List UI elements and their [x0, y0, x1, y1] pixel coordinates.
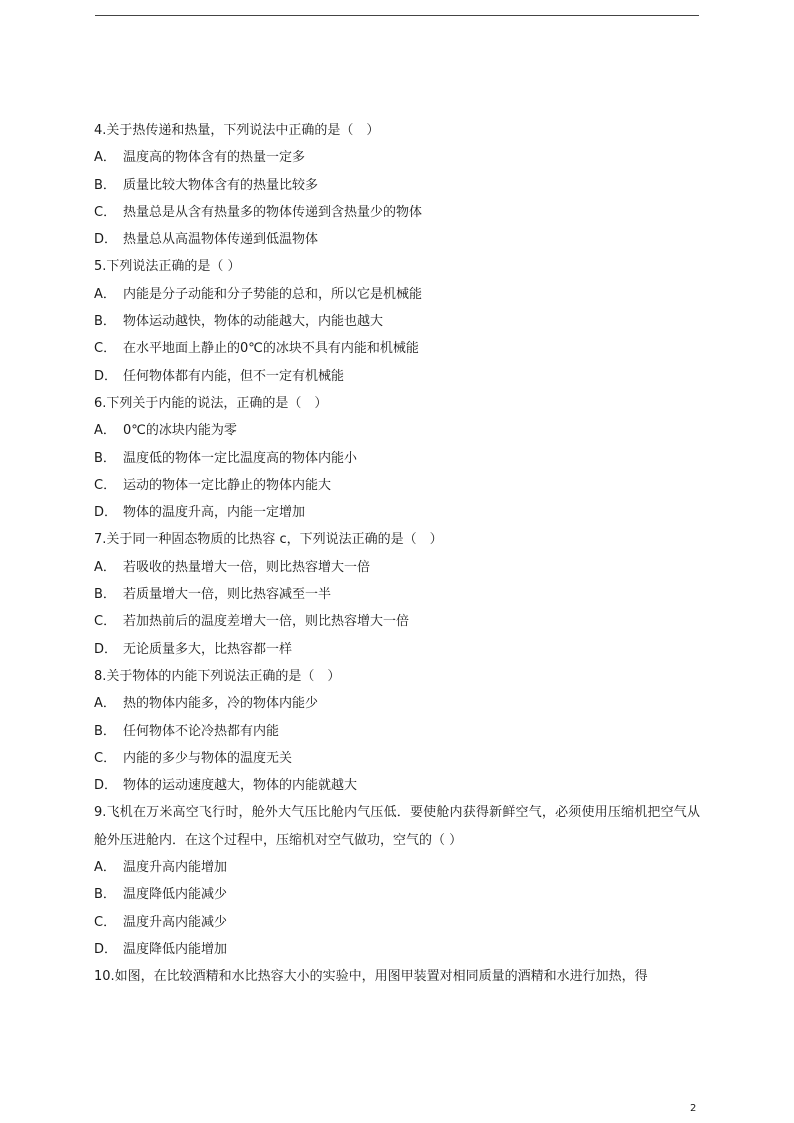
option-text: 温度低的物体一定比温度高的物体内能小	[123, 450, 358, 466]
option-letter: D．	[94, 941, 118, 957]
option-letter: C．	[94, 914, 117, 930]
option-letter: C．	[94, 614, 117, 630]
option-a	[94, 144, 700, 171]
option-letter: B．	[94, 177, 116, 193]
option-b	[94, 581, 700, 608]
question-4	[94, 117, 700, 253]
question-5	[94, 253, 700, 389]
option-letter: B．	[94, 887, 116, 903]
option-a	[94, 417, 700, 444]
option-letter: B．	[94, 450, 116, 466]
option-text: 内能的多少与物体的温度无关	[123, 750, 293, 766]
question-9	[94, 799, 700, 963]
option-text: 若吸收的热量增大一倍，则比热容增大一倍	[123, 559, 371, 575]
option-text: 运动的物体一定比静止的物体内能大	[123, 477, 332, 493]
option-text: 内能是分子动能和分子势能的总和，所以它是机械能	[123, 286, 423, 302]
option-text: 热量总是从含有热量多的物体传递到含热量少的物体	[123, 204, 423, 220]
option-c	[94, 472, 700, 499]
option-text: 物体的运动速度越大，物体的内能就越大	[123, 778, 358, 794]
option-text: 任何物体不论冷热都有内能	[123, 723, 280, 739]
option-letter: A．	[94, 559, 116, 575]
option-text: 任何物体都有内能，但不一定有机械能	[123, 368, 345, 384]
option-text: 若质量增大一倍，则比热容减至一半	[123, 587, 332, 603]
option-c	[94, 745, 700, 772]
option-c	[94, 335, 700, 362]
option-letter: A．	[94, 286, 116, 302]
option-text: 温度升高内能增加	[123, 860, 228, 876]
option-text: 物体运动越快，物体的动能越大，内能也越大	[123, 314, 384, 330]
option-b	[94, 172, 700, 199]
option-letter: B．	[94, 587, 116, 603]
question-stem: 10.如图，在比较酒精和水比热容大小的实验中，用图甲装置对相同质量的酒精和水进行加热，得	[94, 969, 648, 985]
option-letter: B．	[94, 314, 116, 330]
option-a	[94, 854, 700, 881]
option-text: 温度降低内能增加	[123, 941, 228, 957]
option-b	[94, 308, 700, 335]
question-stem: 9.飞机在万米高空飞行时，舱外大气压比舱内气压低．要使舱内获得新鲜空气，必须使用压缩机把空气从舱外压进舱内．在这个过程中，压缩机对空气做功，空气的（ ）	[94, 805, 700, 848]
question-stem: 7.关于同一种固态物质的比热容 c，下列说法正确的是（ ）	[94, 532, 443, 548]
option-text: 热量总从高温物体传递到低温物体	[123, 232, 319, 248]
option-letter: C．	[94, 477, 117, 493]
option-letter: C．	[94, 750, 117, 766]
question-7	[94, 526, 700, 662]
option-c	[94, 608, 700, 635]
option-d	[94, 363, 700, 390]
option-letter: C．	[94, 341, 117, 357]
question-list	[94, 117, 700, 991]
option-text: 温度降低内能减少	[123, 887, 228, 903]
option-d	[94, 636, 700, 663]
question-8	[94, 663, 700, 799]
page-number: 2	[690, 1103, 697, 1114]
option-text: 0℃的冰块内能为零	[123, 423, 237, 439]
option-b	[94, 718, 700, 745]
question-stem: 6.下列关于内能的说法，正确的是（ ）	[94, 395, 328, 411]
option-letter: C．	[94, 204, 117, 220]
option-letter: D．	[94, 368, 118, 384]
option-text: 热的物体内能多，冷的物体内能少	[123, 696, 319, 712]
option-c	[94, 909, 700, 936]
option-text: 在水平地面上静止的0℃的冰块不具有内能和机械能	[123, 341, 419, 357]
question-stem: 5.下列说法正确的是（ ）	[94, 259, 241, 275]
option-text: 温度升高内能减少	[123, 914, 228, 930]
option-letter: D．	[94, 232, 118, 248]
option-a	[94, 554, 700, 581]
option-text: 质量比较大物体含有的热量比较多	[123, 177, 319, 193]
option-text: 温度高的物体含有的热量一定多	[123, 150, 306, 166]
option-c	[94, 199, 700, 226]
option-letter: A．	[94, 860, 116, 876]
option-text: 若加热前后的温度差增大一倍，则比热容增大一倍	[123, 614, 410, 630]
option-letter: D．	[94, 641, 118, 657]
question-6	[94, 390, 700, 526]
option-letter: A．	[94, 423, 116, 439]
header-rule	[95, 15, 699, 16]
question-10	[94, 963, 700, 990]
option-b	[94, 445, 700, 472]
option-d	[94, 772, 700, 799]
option-d	[94, 499, 700, 526]
option-letter: B．	[94, 723, 116, 739]
option-letter: D．	[94, 778, 118, 794]
option-letter: A．	[94, 150, 116, 166]
option-a	[94, 281, 700, 308]
option-letter: A．	[94, 696, 116, 712]
option-d	[94, 936, 700, 963]
question-stem: 4.关于热传递和热量，下列说法中正确的是（ ）	[94, 123, 380, 138]
option-a	[94, 690, 700, 717]
option-text: 物体的温度升高，内能一定增加	[123, 505, 306, 521]
option-text: 无论质量多大，比热容都一样	[123, 641, 293, 657]
question-stem: 8.关于物体的内能下列说法正确的是（ ）	[94, 668, 341, 684]
option-letter: D．	[94, 505, 118, 521]
option-d	[94, 226, 700, 253]
option-b	[94, 881, 700, 908]
